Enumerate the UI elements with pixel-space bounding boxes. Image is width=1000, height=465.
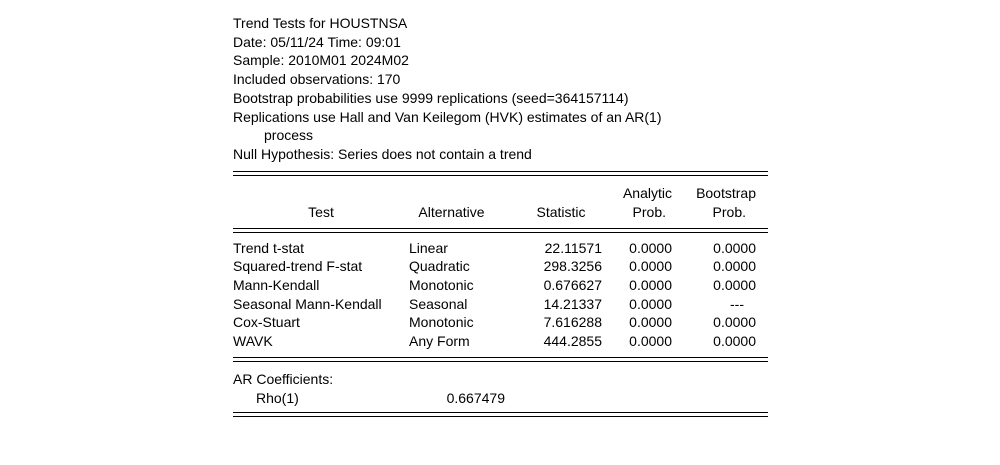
cell-statistic: 298.3256 (543, 258, 602, 275)
table-row (233, 313, 768, 332)
cell-bootstrap-prob: 0.0000 (713, 333, 756, 350)
table-header-rule (233, 228, 768, 233)
null-hypothesis-line: Null Hypothesis: Series does not contain a trend (233, 145, 532, 162)
sample-line: Sample: 2010M01 2024M02 (233, 52, 409, 69)
col-header-analytic (602, 184, 672, 222)
table-row (233, 276, 768, 295)
cell-alternative: Monotonic (409, 277, 474, 294)
cell-statistic: 0.676627 (543, 277, 602, 294)
table-header (233, 184, 768, 222)
bootstrap-line: Bootstrap probabilities use 9999 replications (seed=364157114) (233, 89, 629, 106)
table-row (233, 295, 768, 314)
ar-rho-label: Rho(1) (256, 389, 299, 406)
col-header-bootstrap (672, 184, 756, 222)
cell-bootstrap-prob: 0.0000 (713, 258, 756, 275)
col-header-statistic: Statistic (536, 203, 586, 220)
table-row (233, 257, 768, 276)
ar-coefficient-row (233, 389, 768, 408)
col-header-bootstrap-line1: Bootstrap (696, 184, 756, 201)
table-row (233, 332, 768, 351)
cell-statistic: 14.21337 (543, 295, 602, 312)
ar-rho-value: 0.667479 (446, 389, 505, 406)
cell-alternative: Any Form (409, 333, 470, 350)
cell-analytic-prob: 0.0000 (629, 239, 672, 256)
cell-statistic: 22.11571 (544, 239, 602, 256)
cell-alternative: Seasonal (409, 295, 468, 312)
table-body (233, 239, 768, 351)
cell-analytic-prob: 0.0000 (629, 314, 672, 331)
cell-test: WAVK (233, 333, 273, 350)
trend-test-output (233, 14, 768, 417)
cell-bootstrap-prob: --- (730, 295, 744, 312)
col-header-analytic-line1: Analytic (622, 184, 672, 201)
cell-statistic: 444.2855 (543, 333, 602, 350)
title-line: Trend Tests for HOUSTNSA (233, 15, 408, 31)
cell-analytic-prob: 0.0000 (629, 258, 672, 275)
cell-test: Trend t-stat (233, 239, 305, 256)
col-header-alternative: Alternative (418, 203, 485, 220)
col-header-test: Test (308, 203, 334, 220)
cell-analytic-prob: 0.0000 (629, 277, 672, 294)
table-row (233, 239, 768, 258)
replications-line: Replications use Hall and Van Keilegom (HVK) estimates of an AR(1) (233, 108, 662, 125)
cell-test: Cox-Stuart (233, 314, 300, 331)
replications-continued-line: process (264, 127, 314, 144)
cell-test: Seasonal Mann-Kendall (233, 295, 382, 312)
cell-statistic: 7.616288 (543, 314, 602, 331)
cell-bootstrap-prob: 0.0000 (713, 239, 756, 256)
output-bottom-rule (233, 412, 768, 417)
col-header-bootstrap-line2: Prob. (712, 203, 746, 220)
cell-test: Squared-trend F-stat (233, 258, 363, 275)
cell-bootstrap-prob: 0.0000 (713, 314, 756, 331)
cell-alternative: Linear (409, 239, 448, 256)
cell-analytic-prob: 0.0000 (629, 295, 672, 312)
cell-test: Mann-Kendall (233, 277, 320, 294)
ar-coefficients-section (233, 370, 768, 407)
output-header (233, 14, 768, 164)
table-bottom-rule (233, 357, 768, 362)
date-line: Date: 05/11/24 Time: 09:01 (233, 33, 401, 50)
cell-bootstrap-prob: 0.0000 (713, 277, 756, 294)
cell-alternative: Monotonic (409, 314, 474, 331)
cell-analytic-prob: 0.0000 (629, 333, 672, 350)
col-header-analytic-line2: Prob. (632, 203, 666, 220)
cell-alternative: Quadratic (409, 258, 470, 275)
table-top-rule (233, 171, 768, 176)
ar-coefficients-heading: AR Coefficients: (233, 370, 334, 387)
included-observations-line: Included observations: 170 (233, 71, 401, 88)
